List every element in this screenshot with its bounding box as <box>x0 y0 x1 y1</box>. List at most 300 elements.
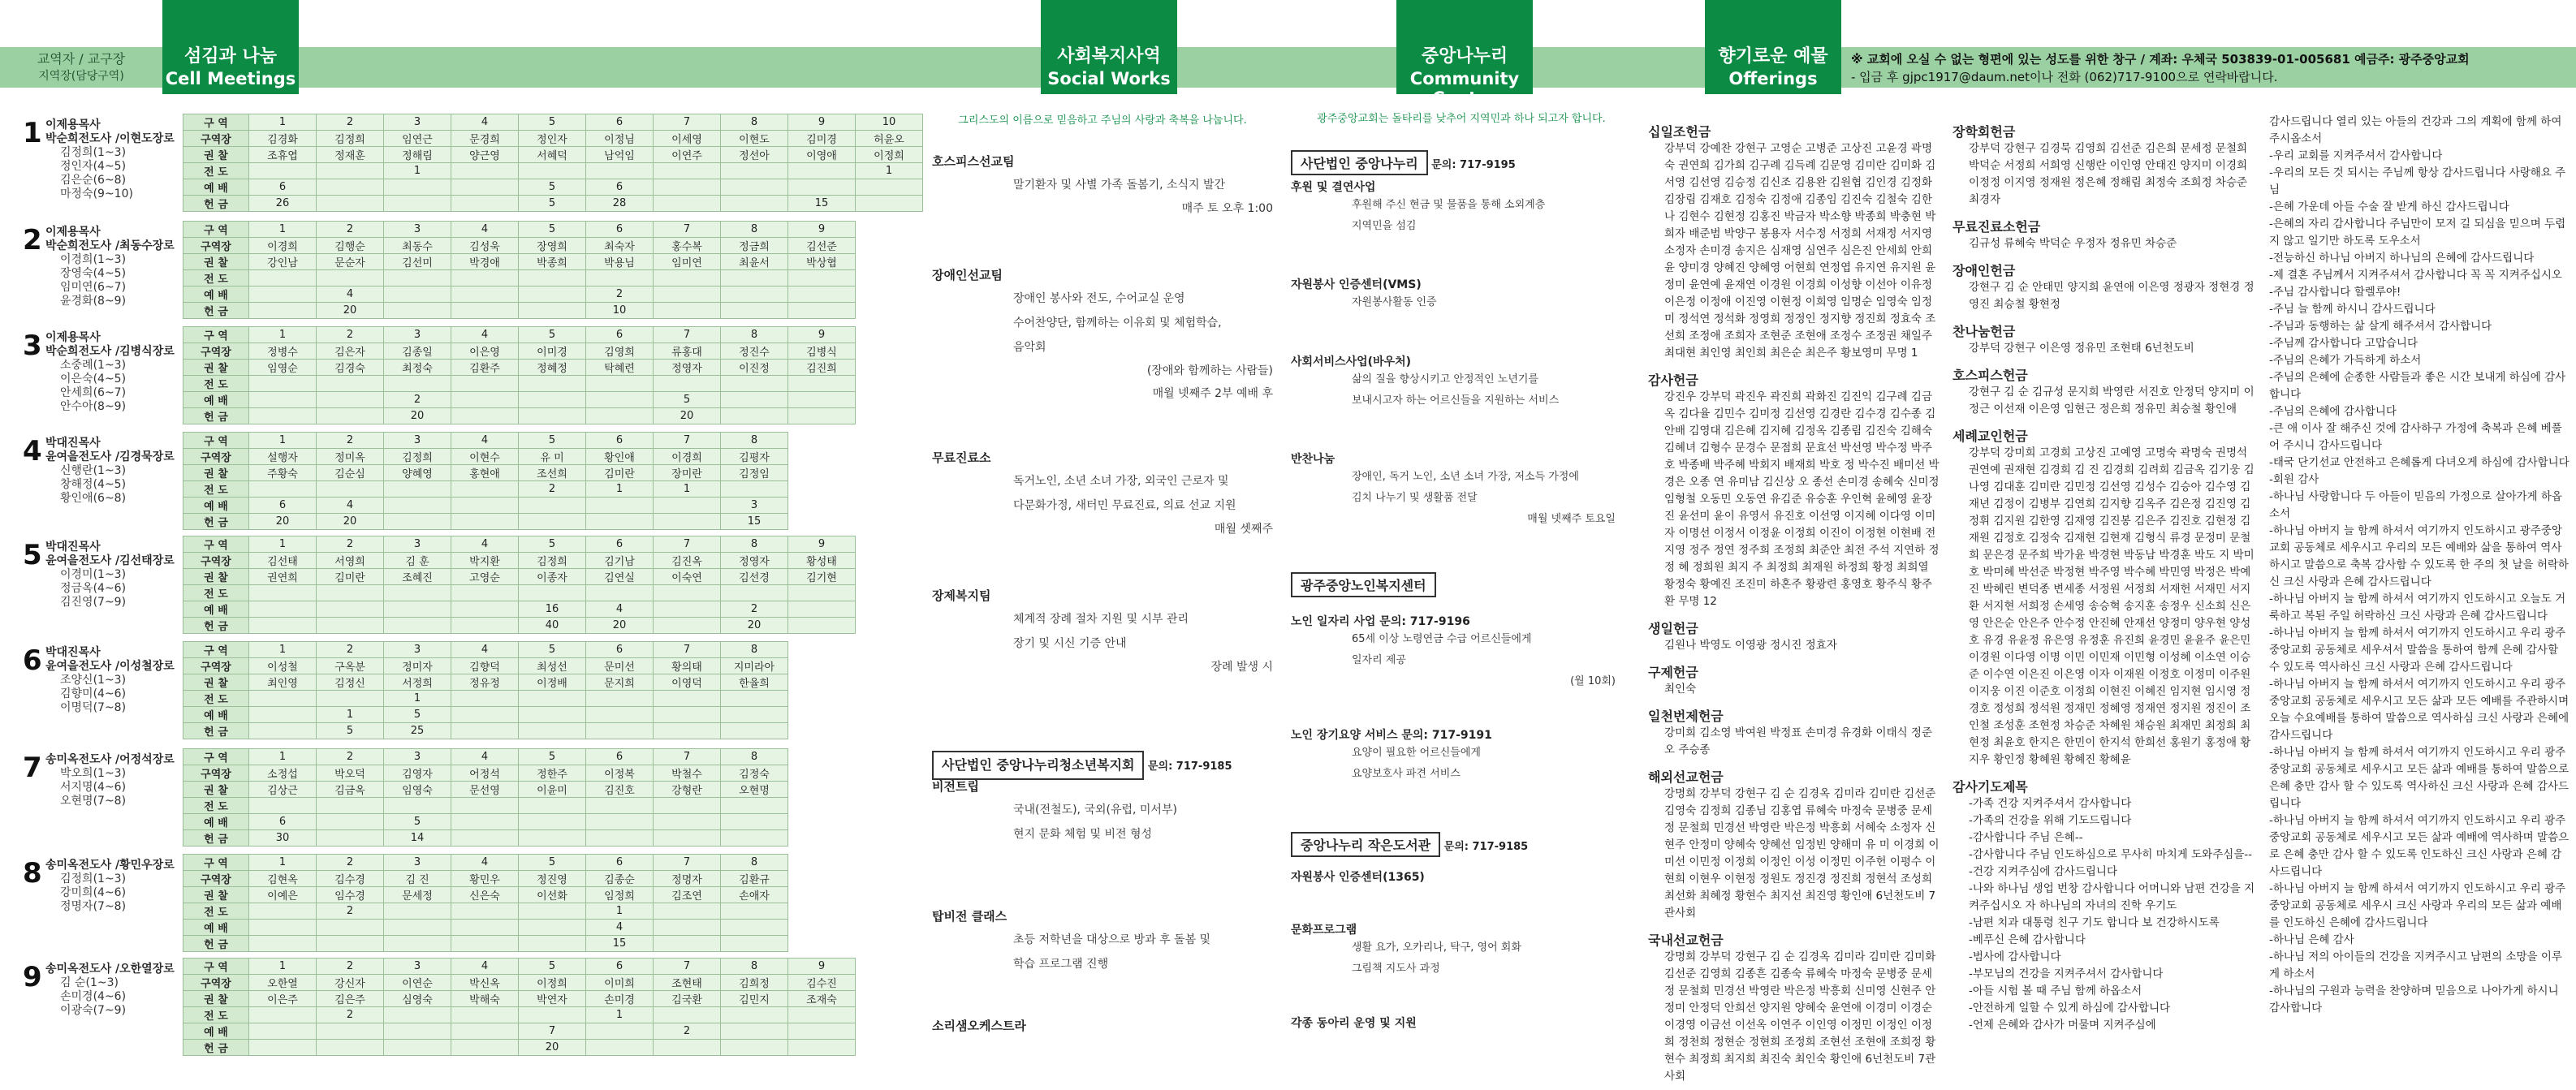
cell-value <box>317 601 384 618</box>
cell-value: 김선태 <box>249 553 317 569</box>
social-item <box>932 584 1273 679</box>
cell-value: 3 <box>384 222 451 238</box>
cell-value: 장영희 <box>519 238 586 254</box>
area-label-sub: 지역장(담당구역) <box>38 70 124 83</box>
tab-cell-meetings <box>162 0 299 94</box>
cell-value: 7 <box>654 222 721 238</box>
cell-table-row <box>183 691 788 707</box>
cell-value: 지미라아 <box>721 658 788 674</box>
cell-table-row <box>183 343 856 360</box>
cell-row-label: 구 역 <box>183 642 249 658</box>
cell-value: 5 <box>384 814 451 830</box>
cell-value: 2 <box>519 481 586 498</box>
offering-names: 강부덕 강현구 김경묵 김영희 김선준 김은희 문세정 문철희 박덕순 서정희 서희영 신행란 이인영 안태진 양지미 이경희 이정정 이지영 정재원 정은혜 정해림 최정숙 조희정 차승준 최경자 <box>1969 142 2248 206</box>
tab-community-center-en: Community Center <box>1409 69 1520 108</box>
cell-value: 9 <box>788 536 856 553</box>
cell-value <box>654 163 721 179</box>
cell-value <box>586 585 654 601</box>
cell-row-label: 전 도 <box>183 903 249 920</box>
cell-value: 유 미 <box>519 449 586 465</box>
cell-value: 박신옥 <box>451 975 519 991</box>
cell-value: 1 <box>249 114 317 131</box>
cell-value: 20 <box>249 514 317 530</box>
cell-value <box>586 1023 654 1040</box>
cell-value <box>586 392 654 408</box>
cell-value: 허윤오 <box>856 131 923 147</box>
cell-table <box>183 432 788 530</box>
cell-value: 2 <box>317 749 384 765</box>
cell-value <box>721 920 788 936</box>
cell-table-row <box>183 991 856 1007</box>
cell-value: 7 <box>654 855 721 871</box>
cell-value: 최성선 <box>519 658 586 674</box>
community-item <box>1291 1015 1616 1031</box>
cell-value: 5 <box>519 114 586 131</box>
social-item <box>932 905 1273 976</box>
cell-value <box>451 287 519 303</box>
center-library <box>1291 832 1616 857</box>
cell-value: 박종희 <box>519 254 586 270</box>
center-elderly <box>1291 572 1616 597</box>
cell-row-label: 구 역 <box>183 749 249 765</box>
cell-leader-info <box>45 437 192 506</box>
cell-value <box>384 798 451 814</box>
cell-value: 2 <box>317 855 384 871</box>
cell-row-label: 구 역 <box>183 222 249 238</box>
cell-value <box>721 691 788 707</box>
cell-value: 이은영 <box>451 343 519 360</box>
cell-table-row <box>183 1023 856 1040</box>
community-item-desc: 지역민을 섬김 <box>1352 220 1417 232</box>
account-notice <box>1851 50 2470 86</box>
cell-value: 6 <box>586 855 654 871</box>
offering-category: 감사헌금 <box>1648 373 1698 388</box>
community-item-title: 사회서비스사업(바우처) <box>1291 355 1412 368</box>
cell-value <box>654 903 721 920</box>
cell-value <box>519 830 586 847</box>
cell-value: 30 <box>249 830 317 847</box>
cell-row-label: 구역장 <box>183 871 249 887</box>
cell-value: 문선영 <box>451 782 519 798</box>
cell-value: 김 진 <box>384 871 451 887</box>
cell-number: 7 <box>23 752 42 784</box>
cell-value: 15 <box>721 514 788 530</box>
cell-value: 2 <box>317 1007 384 1023</box>
cell-value: 최인영 <box>249 674 317 691</box>
community-item-desc: 생활 요가, 오카리나, 탁구, 영어 회화 <box>1352 941 1521 954</box>
cell-member-group: 김향미(4~6) <box>60 687 127 700</box>
cell-value: 이숙연 <box>654 569 721 585</box>
social-item-title: 무료진료소 <box>932 450 991 465</box>
cell-value <box>249 936 317 952</box>
cell-value: 오한열 <box>249 975 317 991</box>
cell-member-group: 이명덕(7~8) <box>60 701 127 714</box>
cell-leader-title: 송미옥전도사 /황민우장로 <box>45 859 175 872</box>
cell-value: 소정섭 <box>249 765 317 782</box>
prayer-text: 감사드립니다 열리 있는 아들의 건강과 그의 계획에 함께 하여 주시옵소서 -우리 교회를 지켜주셔서 감사합니다 -우리의 모든 것 되시는 주님께 항상 감사드립니다 사랑해요 주님 -은혜 가운데 아들 수술 잘 받게 하신 감사드립니다 -은혜의 자리 감사합니다 주님만이 모저 길 되심을 믿으며 두렵지 않고 일기만 하도록 도우소서 -전능하신 하나님 아버지 하나님의 은혜에 감사드립니다 -제 결혼 주님께서 지켜주셔서 감사합니다 꼭 꼭 지켜주십시오 -주님 감사합니다 할렐루야! -주님 늘 함께 하시니 감사드립니다 -주님과 동행하는 삶 살게 해주셔서 감사합니다 -주님께 감사합니다 고맙습니다 -주님의 은혜가 가득하게 하소서 -주님의 은혜에 순종한 사람들과 좋은 시간 보내게 하심에 감사합니다 -주님의 은혜에 감사합니다 -큰 애 이사 잘 해주신 것에 감사하구 가정에 축복과 은혜 베풀어 주시니 감사드립니다 -태국 단기선교 안전하고 은혜롭게 다녀오게 하심에 감사합니다 -회원 감사 -하나님 사랑합니다 두 아들이 믿음의 가정으로 살아가게 하옵소서 -하나님 아버지 늘 함께 하셔서 여기까지 인도하시고 광주중앙교회 공동체로 세우시고 우리의 모든 예배와 삶을 통하여 역사하시고 말씀으로 축복 감사함 수 있도록 한 주의 첫 날을 허락하신 크신 사랑과 은혜 감사드립니다 -하나님 아버지 늘 함께 하셔서 여기까지 인도하시고 오늘도 거룩하고 복된 주일 허락하신 크신 사랑과 은혜 감사드립니다 -하나님 아버지 늘 함께 하셔서 여기까지 인도하시고 우리 광주중앙교회 공동체로 세우셔서 말씀을 통하여 함께 은혜 감사할 수 있도록 역사하신 크신 사랑과 은혜 감사드립니다 -하나님 아버지 늘 함께 하셔서 여기까지 인도하시고 우리 광주중앙교회 공동체로 세우시고 모든 삶과 모든 예배를 주관하시며 오늘 수요예배를 통하여 말씀으로 역사하심 크신 사랑과 은혜에 감사드립니다 -하나님 아버지 늘 함께 하셔서 여기까지 인도하시고 우리 광주중앙교회 공동체로 세우시고 모든 삶과 예배를 통하여 말씀으로 은혜 충만 감사 할 수 있도록 역사하신 크신 사랑과 은혜 감사드립니다 -하나님 아버지 늘 함께 하셔서 여기까지 인도하시고 우리 광주중앙교회 공동체로 세우시고 모든 삶과 예배에 역사하며 말씀으로 은혜 충만 감사 할 수 있도록 인도하신 크신 사랑과 은혜 감사드립니다 -하나님 아버지 늘 함께 하셔서 여기까지 인도하시고 우리 광주중앙교회 공동체로 세우시 크신 사랑과 우리의 모든 삶과 예배를 인도하신 은혜에 감사드립니다 -하나님 은혜 감사 -하나님 저의 아이들의 건강을 지켜주시고 남편의 소망을 이루게 하소서 -하나님의 구원과 능력을 찬양하며 믿음으로 나아가게 하시니 감사합니다 <box>2269 115 2570 1015</box>
cell-member-group: 손미경(4~6) <box>60 990 127 1003</box>
cell-value <box>317 392 384 408</box>
community-item-title: 자원봉사 인증센터(VMS) <box>1291 278 1422 291</box>
cell-value: 김병식 <box>788 343 856 360</box>
cell-value: 김경화 <box>249 131 317 147</box>
cell-value: 김미란 <box>586 465 654 481</box>
cell-member-group: 창해정(4~5) <box>60 478 127 491</box>
cell-leader-info <box>45 118 192 201</box>
cell-value: 김금옥 <box>317 782 384 798</box>
cell-value <box>249 618 317 634</box>
cell-table <box>183 958 856 1056</box>
social-item-desc: 학습 프로그램 진행 <box>1013 958 1109 971</box>
cell-value: 20 <box>654 408 721 424</box>
center-library-phone: 문의: 717-9185 <box>1440 841 1529 853</box>
cell-value: 7 <box>654 327 721 343</box>
tab-social-works <box>1041 0 1177 94</box>
cell-member-group: 임미연(6~7) <box>60 281 127 294</box>
social-item-title: 장제복지팀 <box>932 588 991 603</box>
cell-table-row <box>183 163 923 179</box>
cell-value <box>788 179 856 196</box>
community-item-desc: 요양이 필요한 어르신들에게 <box>1352 747 1481 759</box>
cell-member-group: 조양신(1~3) <box>60 674 127 687</box>
cell-value: 김환주 <box>451 360 519 376</box>
cell-leader-info <box>45 646 192 715</box>
offering-category: 찬나눔헌금 <box>1952 324 2016 339</box>
cell-value: 이예은 <box>249 887 317 903</box>
tab-offerings-ko: 향기로운 예물 <box>1718 46 1828 67</box>
cell-value <box>451 376 519 392</box>
cell-value: 3 <box>721 498 788 514</box>
cell-value: 정금희 <box>721 238 788 254</box>
cell-value: 임정희 <box>586 887 654 903</box>
cell-value <box>721 1007 788 1023</box>
cell-value: 홍현애 <box>451 465 519 481</box>
cell-value <box>384 1023 451 1040</box>
cell-value: 7 <box>654 433 721 449</box>
cell-member-group: 이광숙(7~9) <box>60 1004 127 1017</box>
cell-row-label: 전 도 <box>183 270 249 287</box>
cell-number: 4 <box>23 435 42 467</box>
account-notice-line2: - 입금 후 gjpc1917@daum.net이나 전화 (062)717-9100으로 연락바랍니다. <box>1851 70 2278 84</box>
community-item-desc: 보내시고자 하는 어르신들을 지원하는 서비스 <box>1352 394 1560 407</box>
cell-value: 이정배 <box>519 674 586 691</box>
cell-value: 최윤서 <box>721 254 788 270</box>
cell-member-group: 장영숙(4~5) <box>60 267 127 280</box>
cell-table-row <box>183 376 856 392</box>
cell-value <box>384 270 451 287</box>
cell-value: 설행자 <box>249 449 317 465</box>
cell-value: 5 <box>519 855 586 871</box>
community-item-desc: 그림책 지도사 과정 <box>1352 963 1440 975</box>
cell-value: 김선준 <box>788 238 856 254</box>
cell-table-row <box>183 749 788 765</box>
cell-value <box>519 903 586 920</box>
cell-value <box>519 1007 586 1023</box>
cell-value: 문지희 <box>586 674 654 691</box>
cell-value <box>451 723 519 739</box>
community-item-desc: 65세 이상 노령연금 수급 어르신들에게 <box>1352 633 1532 645</box>
cell-table-row <box>183 514 788 530</box>
offering-names: 강부덕 강미희 고경희 고상진 고예영 고명숙 곽명숙 권명석 권연예 권재현 김경희 김 진 김경희 김려희 김금옥 김기웅 김나영 김대훈 김미란 김민정 김선영 김성수 김승아 김수영 김재년 김정이 김병부 김연희 김지향 김옥주 김은정 김진영 김정휘 김지원 김한영 김재영 김진봉 김은주 김진호 김현정 김재원 김정호 김정숙 김재현 김현재 김형식 류경 문정미 문철희 문은경 문주희 박가윤 박경현 박동남 박경훈 박도 지 박미호 박미혜 박선준 박정현 박주영 박수혜 박민영 박정은 박예진 박혜린 변덕종 변세종 서정원 서정희 서재헌 서재민 서지환 서지현 서희정 손세영 송승혁 송지훈 송정우 신소희 신은영 안은순 안은주 안수정 안진혜 안재선 양정미 양우현 양성호 유경 유윤정 유은영 유정훈 유진희 윤경민 윤윤주 윤은민 이경원 이다영 이명 이민 이민재 이민형 이성혜 이소연 이승준 이수연 이은진 이은영 이자 이재원 이정호 이정미 이주원 이지웅 이진 이준호 이정희 이현진 이혜진 임지현 임시영 정경호 정성희 정석원 정재민 정혜영 정재연 정지원 정진이 조인철 조성훈 조현정 차승준 차혜원 채승원 최재민 최정희 최현정 최윤호 한지은 한민이 한지석 한희선 홍원기 홍정애 황지우 황인정 황혜원 황혜진 황혜윤 <box>1969 446 2255 766</box>
cell-table <box>183 748 788 847</box>
cell-value: 정인자 <box>519 131 586 147</box>
cell-value <box>249 903 317 920</box>
cell-value: 심영숙 <box>384 991 451 1007</box>
cell-value: 8 <box>721 433 788 449</box>
cell-table-row <box>183 723 788 739</box>
tab-offerings-en: Offerings <box>1728 69 1818 88</box>
cell-number: 2 <box>23 224 42 256</box>
cell-value: 7 <box>519 1023 586 1040</box>
community-item-desc: 후원해 주신 현금 및 물품을 통해 소외계층 <box>1352 199 1546 211</box>
cell-value <box>654 1040 721 1056</box>
cell-value <box>451 585 519 601</box>
cell-value: 정미옥 <box>317 449 384 465</box>
cell-value: 황성태 <box>788 553 856 569</box>
cell-value: 정혜정 <box>519 360 586 376</box>
cell-value: 김은자 <box>317 343 384 360</box>
cell-value <box>451 392 519 408</box>
cell-table-row <box>183 920 788 936</box>
cell-value: 5 <box>384 707 451 723</box>
cell-value <box>384 903 451 920</box>
cell-row-label: 예 배 <box>183 498 249 514</box>
cell-value: 김행순 <box>317 238 384 254</box>
cell-value: 임영숙 <box>384 782 451 798</box>
cell-value <box>788 408 856 424</box>
cell-value <box>654 498 721 514</box>
cell-value <box>249 270 317 287</box>
cell-row-label: 헌 금 <box>183 514 249 530</box>
cell-row-label: 헌 금 <box>183 303 249 319</box>
cell-row-label: 예 배 <box>183 601 249 618</box>
cell-value <box>249 601 317 618</box>
cell-value: 7 <box>654 642 721 658</box>
cell-value <box>451 1040 519 1056</box>
cell-value: 26 <box>249 196 317 212</box>
cell-value: 정병수 <box>249 343 317 360</box>
cell-value: 6 <box>586 642 654 658</box>
cell-value <box>654 830 721 847</box>
cell-value: 조혜진 <box>384 569 451 585</box>
offering-category: 호스피스헌금 <box>1952 368 2028 383</box>
cell-value: 20 <box>519 1040 586 1056</box>
cell-value <box>788 376 856 392</box>
cell-table-row <box>183 601 856 618</box>
cell-member-group: 소중례(1~3) <box>60 359 127 372</box>
cell-value: 4 <box>451 114 519 131</box>
cell-block <box>16 536 950 637</box>
social-intro: 그리스도의 이름으로 믿음하고 주님의 사랑과 축복을 나눕니다. <box>958 114 1247 127</box>
cell-value: 박지환 <box>451 553 519 569</box>
cell-value <box>249 287 317 303</box>
cell-value: 주황숙 <box>249 465 317 481</box>
cell-value <box>788 1023 856 1040</box>
cell-value: 김현옥 <box>249 871 317 887</box>
cell-member-group: 오현명(7~8) <box>60 795 127 808</box>
cell-value: 오현명 <box>721 782 788 798</box>
cell-member-group: 안세희(6~7) <box>60 386 127 399</box>
cell-value <box>451 903 519 920</box>
cell-member-group: 윤경화(8~9) <box>60 295 127 308</box>
community-item-title: 반찬나눔 <box>1291 453 1335 466</box>
cell-table-row <box>183 179 923 196</box>
cell-value <box>721 798 788 814</box>
cell-value <box>654 514 721 530</box>
cell-row-label: 구 역 <box>183 855 249 871</box>
cell-row-label: 예 배 <box>183 1023 249 1040</box>
social-item-schedule: 매월 셋째주 <box>1214 523 1273 536</box>
cell-table-row <box>183 1040 856 1056</box>
cell-value <box>788 392 856 408</box>
cell-value: 7 <box>654 959 721 975</box>
cell-value <box>586 376 654 392</box>
cell-table-row <box>183 238 856 254</box>
cell-value: 남억임 <box>586 147 654 163</box>
cell-block <box>16 221 950 322</box>
community-item <box>1291 921 1616 980</box>
social-item-title: 소리샘오케스트라 <box>932 1019 1026 1033</box>
cell-value <box>249 392 317 408</box>
cell-value: 4 <box>451 959 519 975</box>
cell-value: 황의태 <box>654 658 721 674</box>
cell-value: 9 <box>788 327 856 343</box>
social-item-desc: 장기 및 시신 기증 안내 <box>1013 637 1127 650</box>
cell-value <box>317 920 384 936</box>
cell-value <box>586 798 654 814</box>
cell-value: 이연주 <box>654 147 721 163</box>
cell-value: 6 <box>586 536 654 553</box>
cell-value <box>654 270 721 287</box>
cell-row-label: 헌 금 <box>183 408 249 424</box>
cell-leader-info <box>45 331 192 414</box>
social-item-title: 장애인선교팀 <box>932 268 1003 282</box>
cell-value: 5 <box>519 327 586 343</box>
cell-value <box>586 723 654 739</box>
cell-value: 15 <box>788 196 856 212</box>
cell-value <box>249 376 317 392</box>
cell-value: 1 <box>249 433 317 449</box>
cell-value: 어정석 <box>451 765 519 782</box>
offerings-column-2 <box>1952 114 2257 1034</box>
cell-table-row <box>183 765 788 782</box>
cell-row-label: 구 역 <box>183 327 249 343</box>
cell-value <box>384 585 451 601</box>
community-item-title: 문화프로그램 <box>1291 924 1357 937</box>
cell-value: 임미연 <box>654 254 721 270</box>
cell-row-label: 구 역 <box>183 114 249 131</box>
cell-value: 김종일 <box>384 343 451 360</box>
cell-value: 조선희 <box>519 465 586 481</box>
cell-value <box>788 303 856 319</box>
cell-value: 1 <box>249 642 317 658</box>
cell-value: 문세정 <box>384 887 451 903</box>
offering-category: 감사기도제목 <box>1952 779 2028 795</box>
tab-community-center <box>1396 0 1533 108</box>
social-item-schedule: (장애와 함께하는 사람들) 매월 넷째주 2부 예배 후 <box>1146 364 1273 400</box>
prayer-list <box>2269 114 2570 1017</box>
cell-value <box>654 1007 721 1023</box>
cell-value: 황인애 <box>586 449 654 465</box>
community-item-title: 각종 동아리 운영 및 지원 <box>1291 1017 1417 1030</box>
cell-value: 김국환 <box>654 991 721 1007</box>
cell-value <box>519 707 586 723</box>
cell-value: 김수진 <box>788 975 856 991</box>
center-library-name: 중앙나누리 작은도서관 <box>1291 832 1440 857</box>
cell-value: 15 <box>586 936 654 952</box>
social-item-desc: 음악회 <box>1013 341 1046 354</box>
cell-value <box>788 1007 856 1023</box>
cell-row-label: 예 배 <box>183 920 249 936</box>
cell-table-row <box>183 222 856 238</box>
cell-block <box>16 748 950 850</box>
offering-names: 강명희 강부덕 강현구 김 순 김경옥 김미라 김미란 김선준 김영숙 김정희 김종님 김홍엽 류혜숙 마정숙 문병중 문세정 문철희 민경선 박영란 박은정 박흥회 서혜숙 소정자 신현주 안정미 양혜숙 양혜선 임정빈 양해미 유 미 이경희 이미선 이민정 이정희 이정인 이성 이정민 이주헌 이평수 이현희 이현우 이현정 정원도 정진경 정진희 정현석 조성희 최선화 최혜정 황현수 최지선 최진영 황인애 6넌천도비 7관사회 <box>1664 787 1940 920</box>
cell-row-label: 예 배 <box>183 707 249 723</box>
cell-value <box>721 723 788 739</box>
cell-member-group: 김 순(1~3) <box>60 976 119 989</box>
account-notice-line1: ※ 교회에 오실 수 없는 형편에 있는 성도를 위한 창구 / 계좌: 우체국 503839-01-005681 예금주: 광주중앙교회 <box>1851 52 2470 67</box>
cell-value: 4 <box>586 920 654 936</box>
cell-value <box>519 723 586 739</box>
community-item-title: 노인 일자리 사업 문의: 717-9196 <box>1291 615 1470 628</box>
cell-value <box>788 1040 856 1056</box>
community-item-desc: 요양보호사 파견 서비스 <box>1352 768 1461 780</box>
cell-value: 8 <box>721 327 788 343</box>
cell-value <box>721 830 788 847</box>
offering-category: 일천번제헌금 <box>1648 709 1724 724</box>
cell-value <box>317 196 384 212</box>
cell-value <box>721 303 788 319</box>
cell-value: 6 <box>586 749 654 765</box>
cell-value: 5 <box>519 749 586 765</box>
cell-value <box>586 814 654 830</box>
offering-category: 생일헌금 <box>1648 621 1698 636</box>
cell-value: 황민우 <box>451 871 519 887</box>
cell-value: 20 <box>317 514 384 530</box>
cell-value: 강형란 <box>654 782 721 798</box>
cell-value: 박오덕 <box>317 765 384 782</box>
cell-value <box>788 585 856 601</box>
offering-names: 김규성 류혜숙 박덕순 우정자 정유민 차승준 <box>1969 237 2177 250</box>
cell-table-row <box>183 114 923 131</box>
cell-value <box>654 618 721 634</box>
cell-table <box>183 221 856 319</box>
cell-value: 김성욱 <box>451 238 519 254</box>
cell-value: 16 <box>519 601 586 618</box>
cell-value: 2 <box>586 287 654 303</box>
cell-table-row <box>183 707 788 723</box>
cell-row-label: 헌 금 <box>183 1040 249 1056</box>
cell-value: 김은주 <box>317 991 384 1007</box>
cell-table-row <box>183 147 923 163</box>
tab-community-center-ko: 중앙나누리 <box>1421 46 1508 67</box>
cell-value: 8 <box>721 855 788 871</box>
cell-value: 8 <box>721 959 788 975</box>
cell-value <box>317 1023 384 1040</box>
cell-value: 김미란 <box>317 569 384 585</box>
cell-value: 28 <box>586 196 654 212</box>
cell-value <box>451 1023 519 1040</box>
cell-block <box>16 326 950 428</box>
cell-table-row <box>183 392 856 408</box>
tab-offerings <box>1705 0 1841 94</box>
cell-value <box>317 798 384 814</box>
social-works-section <box>932 110 1273 1033</box>
cell-value: 10 <box>586 303 654 319</box>
cell-value: 1 <box>249 855 317 871</box>
cell-value: 3 <box>384 642 451 658</box>
cell-value: 3 <box>384 959 451 975</box>
